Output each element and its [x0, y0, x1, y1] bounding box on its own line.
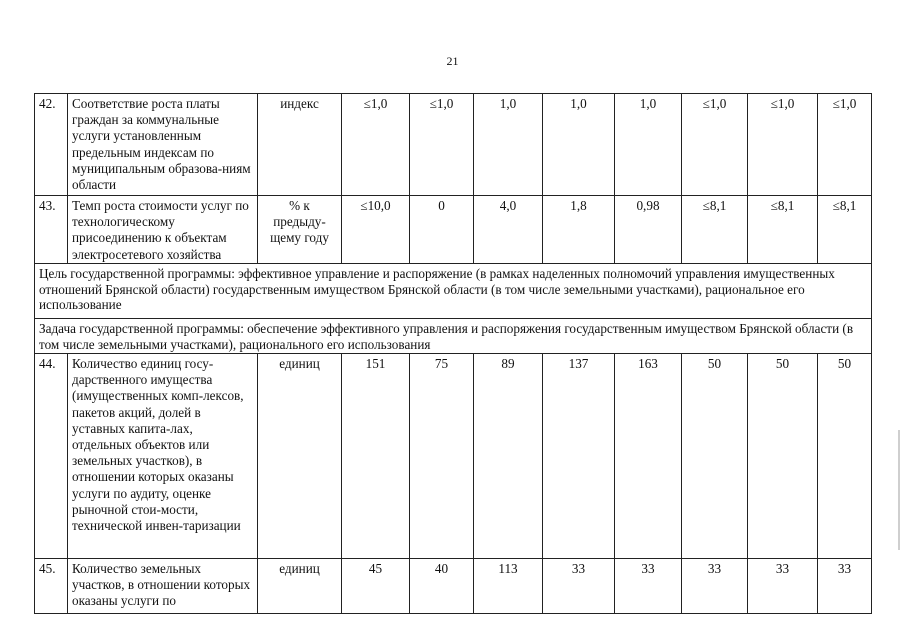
scan-edge-mark [898, 430, 900, 550]
unit-cell: единиц [258, 559, 342, 614]
unit-cell: индекс [258, 94, 342, 196]
value-cell: 75 [410, 354, 474, 559]
indicators-table [34, 93, 872, 614]
value-cell: 89 [474, 354, 543, 559]
indicator-name: Количество единиц госу-дарственного имущества (имущественных комп-лексов, пакетов акций, долей в уставных капита-лах, отдельных объектов или земельных участков), в отношении которых оказаны услуги по аудиту, оценке рыночной стои-мости, технической инвен-таризации [68, 354, 258, 559]
value-cell: ≤10,0 [342, 196, 410, 264]
program-task-text: Задача государственной программы: обеспечение эффективного управления и распоряжения государственным имуществом Брянской области (в том числе земельными участками), рационального его использования [35, 319, 872, 354]
value-cell: 33 [543, 559, 615, 614]
value-cell: 151 [342, 354, 410, 559]
value-cell: 50 [682, 354, 748, 559]
value-cell: ≤8,1 [818, 196, 872, 264]
value-cell: 40 [410, 559, 474, 614]
goal-row [35, 264, 872, 319]
value-cell: ≤1,0 [410, 94, 474, 196]
value-cell: ≤1,0 [818, 94, 872, 196]
value-cell: ≤8,1 [682, 196, 748, 264]
value-cell: 33 [615, 559, 682, 614]
value-cell: ≤1,0 [342, 94, 410, 196]
value-cell: 4,0 [474, 196, 543, 264]
unit-cell: % к предыду-щему году [258, 196, 342, 264]
table-row [35, 94, 872, 196]
value-cell: 45 [342, 559, 410, 614]
value-cell: 33 [818, 559, 872, 614]
value-cell: 33 [682, 559, 748, 614]
value-cell: ≤1,0 [748, 94, 818, 196]
table-row [35, 559, 872, 614]
table-row [35, 196, 872, 264]
row-number: 42. [35, 94, 68, 196]
table-row [35, 354, 872, 559]
value-cell: 50 [818, 354, 872, 559]
value-cell: 0 [410, 196, 474, 264]
value-cell: 137 [543, 354, 615, 559]
value-cell: ≤1,0 [682, 94, 748, 196]
row-number: 43. [35, 196, 68, 264]
indicator-name: Количество земельных участков, в отношении которых оказаны услуги по [68, 559, 258, 614]
value-cell: ≤8,1 [748, 196, 818, 264]
value-cell: 163 [615, 354, 682, 559]
value-cell: 1,8 [543, 196, 615, 264]
indicator-name: Соответствие роста платы граждан за коммунальные услуги установленным предельным индексам по муниципальным образова-ниям области [68, 94, 258, 196]
row-number: 45. [35, 559, 68, 614]
value-cell: 1,0 [615, 94, 682, 196]
value-cell: 0,98 [615, 196, 682, 264]
row-number: 44. [35, 354, 68, 559]
value-cell: 33 [748, 559, 818, 614]
indicator-name: Темп роста стоимости услуг по технологическому присоединению к объектам электросетевого хозяйства [68, 196, 258, 264]
value-cell: 1,0 [474, 94, 543, 196]
page-number: 21 [446, 54, 459, 68]
value-cell: 1,0 [543, 94, 615, 196]
value-cell: 113 [474, 559, 543, 614]
task-row [35, 319, 872, 354]
value-cell: 50 [748, 354, 818, 559]
program-goal-text: Цель государственной программы: эффективное управление и распоряжение (в рамках наделенных полномочий управления имущественных отношений Брянской области) государственным имуществом Брянской области (в том числе земельными участками), рациональное его использование [35, 264, 872, 319]
unit-cell: единиц [258, 354, 342, 559]
